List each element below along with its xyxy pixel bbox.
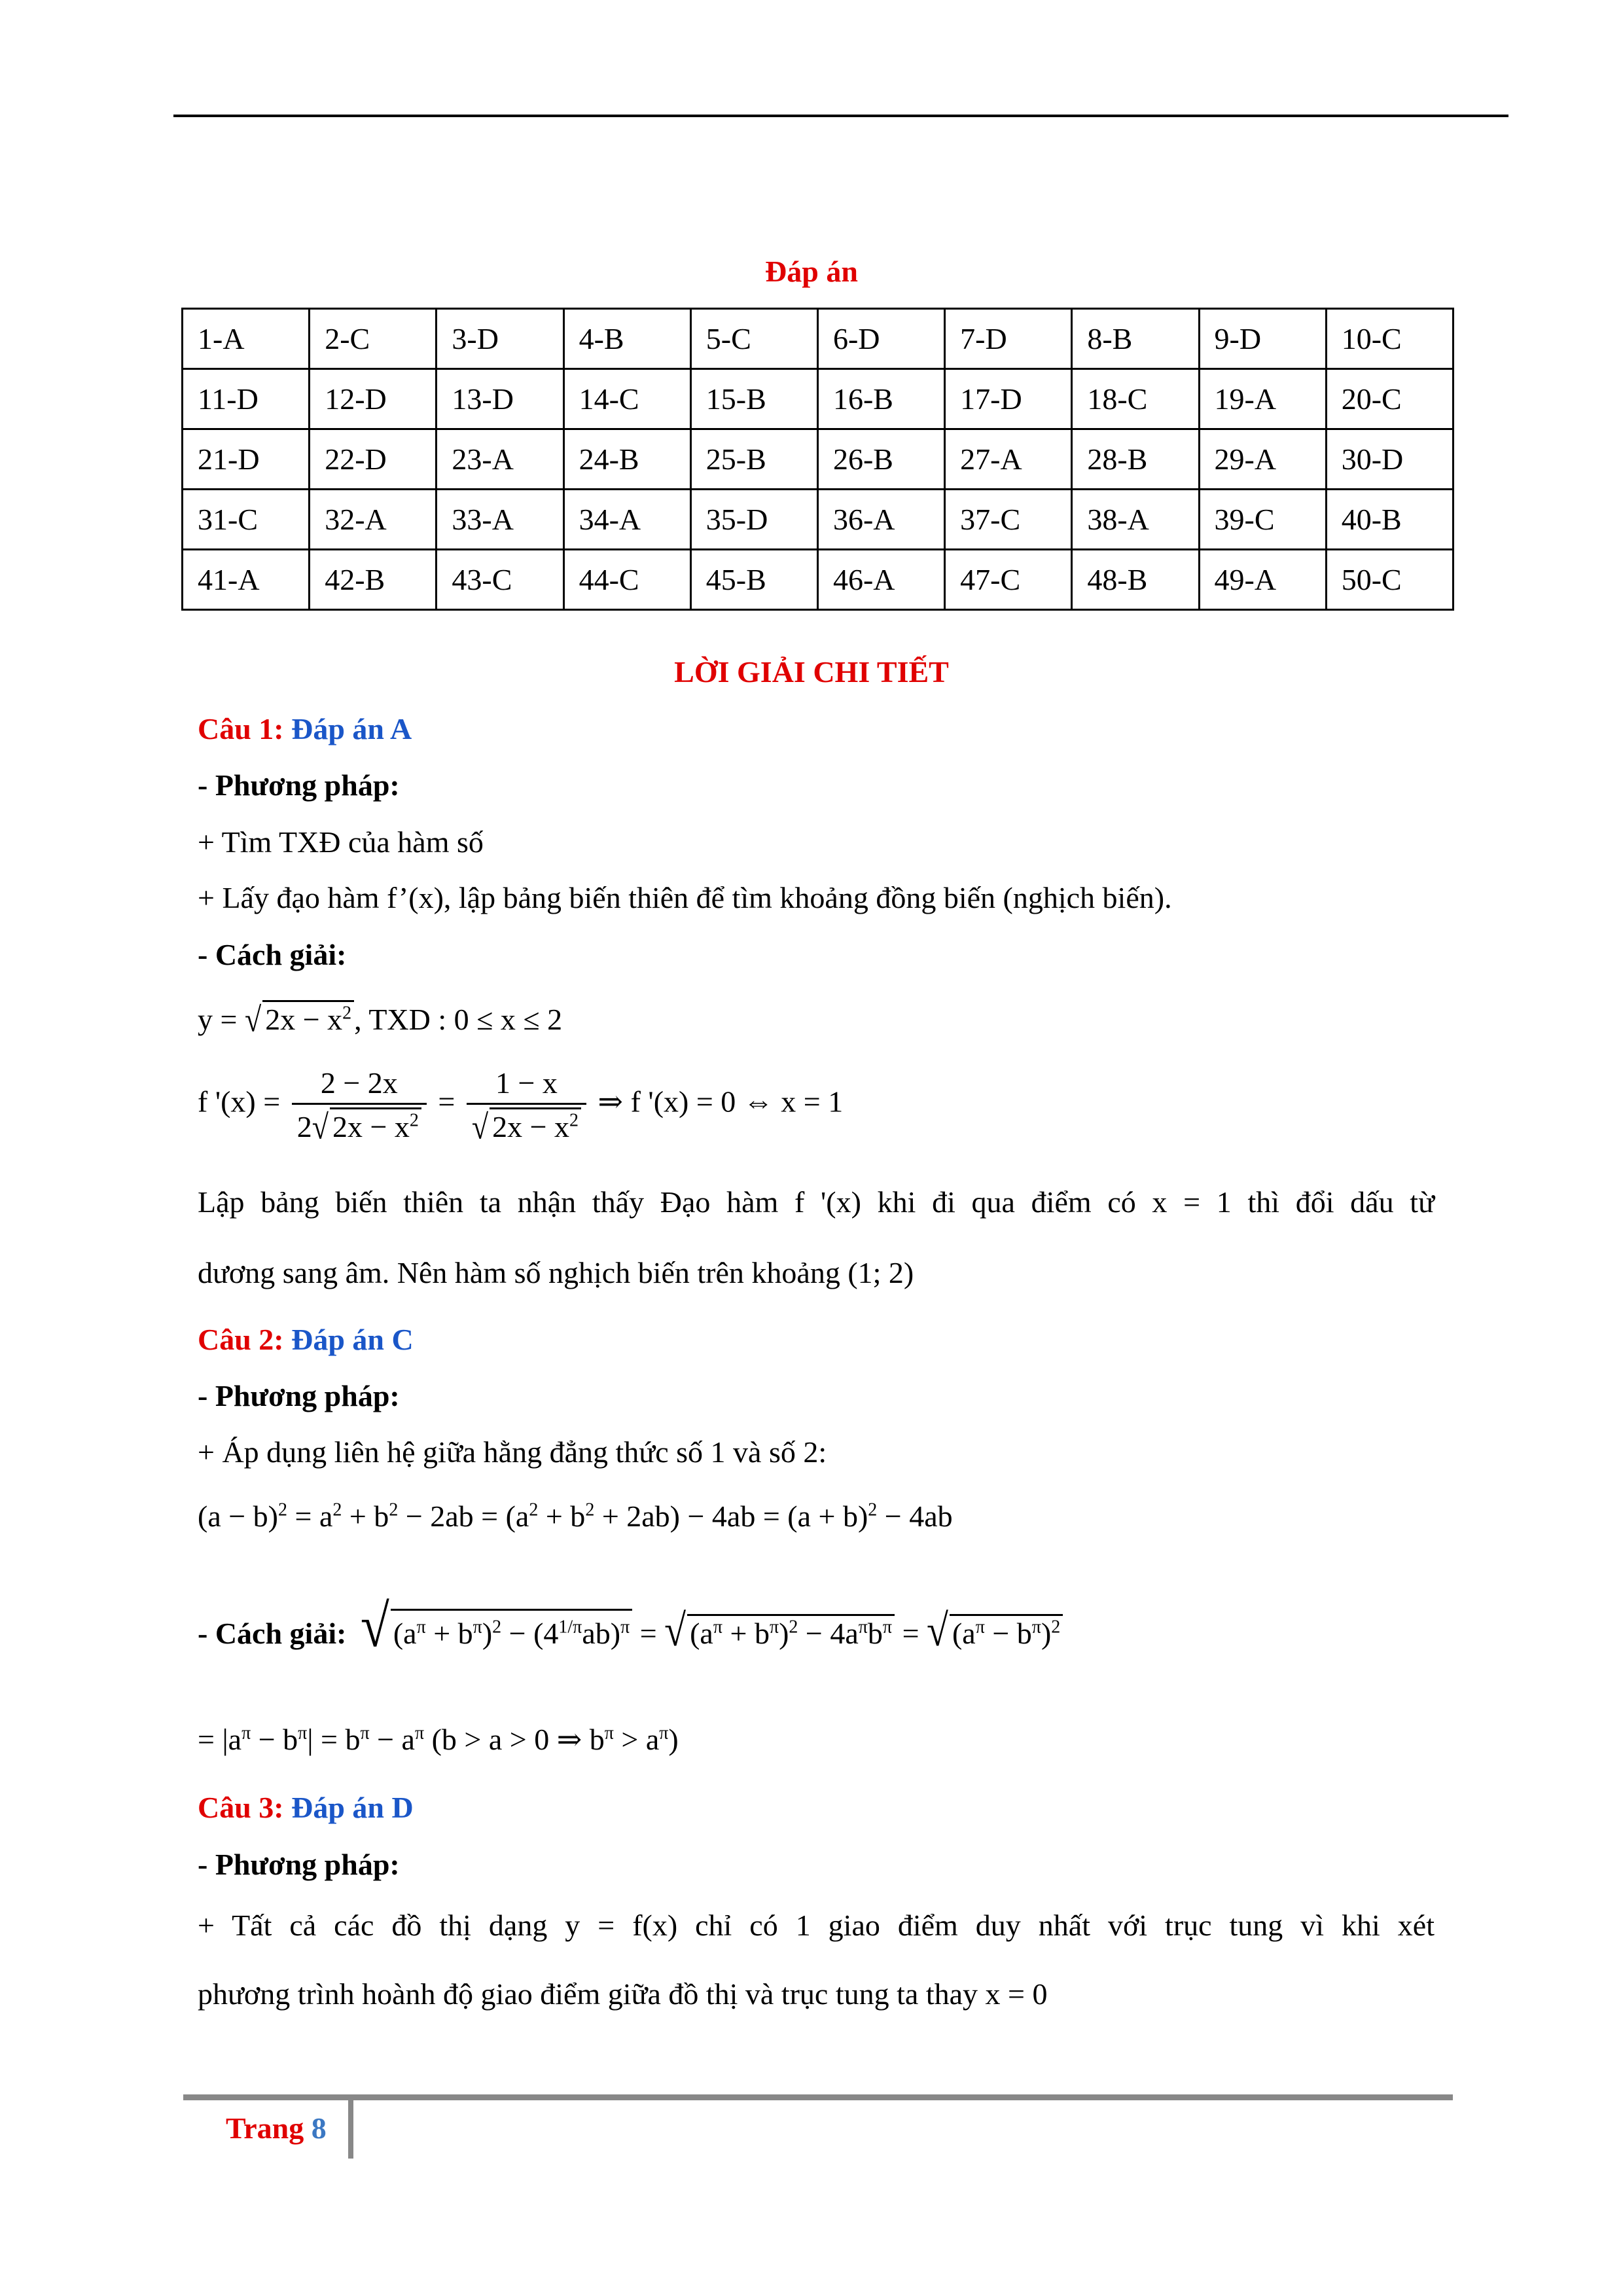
answer-key-title: Đáp án — [765, 255, 858, 288]
q1-method-label: - Phương pháp: — [198, 768, 400, 802]
answer-cell: 22-D — [310, 429, 437, 490]
answer-cell: 18-C — [1072, 369, 1199, 429]
q3-method-label: - Phương pháp: — [198, 1848, 400, 1881]
q1-conclusion-line-1: Lập bảng biến thiên ta nhận thấy Đạo hàm f '(x) khi đi qua điểm có x = 1 thì đổi dấu từ — [198, 1185, 1435, 1219]
answer-row — [183, 550, 1454, 610]
answer-cell: 31-C — [183, 490, 310, 550]
answer-cell: 49-A — [1199, 550, 1326, 610]
answer-cell: 20-C — [1326, 369, 1453, 429]
q2-heading: Câu 2: Đáp án C — [198, 1323, 414, 1356]
answer-cell: 47-C — [945, 550, 1072, 610]
answer-cell: 37-C — [945, 490, 1072, 550]
q2-result-formula: = $|a^\pi - b^\pi| = b^\pi - a^\pi$ (b > a > 0 ⇒ $b^\pi > a^\pi$) — [198, 1723, 679, 1756]
answer-cell: 19-A — [1199, 369, 1326, 429]
q3-method-line-1: + Tất cả các đồ thị dạng y = f(x) chỉ có 1 giao điểm duy nhất với trục tung vì khi xét — [198, 1909, 1435, 1942]
answer-cell: 36-A — [817, 490, 944, 550]
answer-cell: 13-D — [437, 369, 563, 429]
q1-formula-derivative: f '(x) = $\frac{2 - 2x}{2√ 2x - x^2}$ = $\frac{1 - x}{√ 2x - x^2}$ ⇒ f '(x) = 0 ⇔ x = 1 — [198, 1066, 844, 1146]
header-rule — [173, 115, 1508, 117]
q1-formula-domain: y = √ $2x - x^2$, TXD : 0 ≤ x ≤ 2 — [198, 1000, 563, 1039]
answer-cell: 4-B — [563, 309, 690, 369]
answer-cell: 50-C — [1326, 550, 1453, 610]
answer-cell: 23-A — [437, 429, 563, 490]
answer-cell: 45-B — [690, 550, 817, 610]
answer-cell: 14-C — [563, 369, 690, 429]
answer-cell: 24-B — [563, 429, 690, 490]
answer-cell: 16-B — [817, 369, 944, 429]
answer-row — [183, 429, 1454, 490]
answer-cell: 43-C — [437, 550, 563, 610]
answer-cell: 33-A — [437, 490, 563, 550]
answer-cell: 6-D — [817, 309, 944, 369]
answer-row — [183, 369, 1454, 429]
answer-cell: 3-D — [437, 309, 563, 369]
q1-method-step-2: + Lấy đạo hàm f’(x), lập bảng biến thiên để tìm khoảng đồng biến (nghịch biến). — [198, 881, 1172, 914]
answer-cell: 25-B — [690, 429, 817, 490]
q3-method-line-2: phương trình hoành độ giao điểm giữa đồ thị và trục tung ta thay x = 0 — [198, 1977, 1048, 2011]
answer-cell: 28-B — [1072, 429, 1199, 490]
answer-cell: 7-D — [945, 309, 1072, 369]
answer-cell: 11-D — [183, 369, 310, 429]
answer-row — [183, 309, 1454, 369]
q1-conclusion-line-2: dương sang âm. Nên hàm số nghịch biến trên khoảng (1; 2) — [198, 1256, 914, 1289]
q2-solve-row: - Cách giải: √ $(a^\pi + b^\pi)^2 - (4^{1/\pi}ab)^\pi$ = √ $(a^\pi + b^\pi)^2 - 4a^\pi b^\pi$ = √ $(a^\pi - b^\pi)^2$ — [198, 1597, 1063, 1657]
answer-cell: 48-B — [1072, 550, 1199, 610]
footer-rule — [183, 2094, 1453, 2100]
q1-method-step-1: + Tìm TXĐ của hàm số — [198, 825, 484, 859]
footer-divider — [348, 2094, 353, 2159]
answer-cell: 32-A — [310, 490, 437, 550]
answer-row — [183, 490, 1454, 550]
answer-cell: 40-B — [1326, 490, 1453, 550]
answer-cell: 10-C — [1326, 309, 1453, 369]
answer-cell: 17-D — [945, 369, 1072, 429]
answer-cell: 42-B — [310, 550, 437, 610]
answer-cell: 9-D — [1199, 309, 1326, 369]
q3-heading: Câu 3: Đáp án D — [198, 1791, 414, 1824]
answer-key-table — [181, 308, 1454, 611]
answer-cell: 21-D — [183, 429, 310, 490]
answer-cell: 1-A — [183, 309, 310, 369]
page-number: Trang 8 — [226, 2111, 327, 2145]
answer-cell: 5-C — [690, 309, 817, 369]
answer-cell: 27-A — [945, 429, 1072, 490]
answer-cell: 39-C — [1199, 490, 1326, 550]
answer-cell: 30-D — [1326, 429, 1453, 490]
answer-cell: 15-B — [690, 369, 817, 429]
q1-heading: Câu 1: Đáp án A — [198, 712, 412, 745]
answer-cell: 35-D — [690, 490, 817, 550]
solution-title: LỜI GIẢI CHI TIẾT — [674, 655, 949, 689]
answer-cell: 29-A — [1199, 429, 1326, 490]
q2-method-step-1: + Áp dụng liên hệ giữa hằng đẳng thức số 1 và số 2: — [198, 1435, 827, 1469]
answer-cell: 34-A — [563, 490, 690, 550]
answer-cell: 41-A — [183, 550, 310, 610]
answer-cell: 38-A — [1072, 490, 1199, 550]
answer-cell: 26-B — [817, 429, 944, 490]
q2-method-label: - Phương pháp: — [198, 1379, 400, 1412]
answer-cell: 44-C — [563, 550, 690, 610]
q2-identity-formula: $(a - b)^2 = a^2 + b^2 - 2ab = (a^2 + b^2 + 2ab) - 4ab = (a + b)^2 - 4ab$ — [198, 1499, 953, 1533]
q1-solve-label: - Cách giải: — [198, 938, 347, 971]
answer-cell: 2-C — [310, 309, 437, 369]
answer-cell: 12-D — [310, 369, 437, 429]
answer-cell: 8-B — [1072, 309, 1199, 369]
answer-cell: 46-A — [817, 550, 944, 610]
